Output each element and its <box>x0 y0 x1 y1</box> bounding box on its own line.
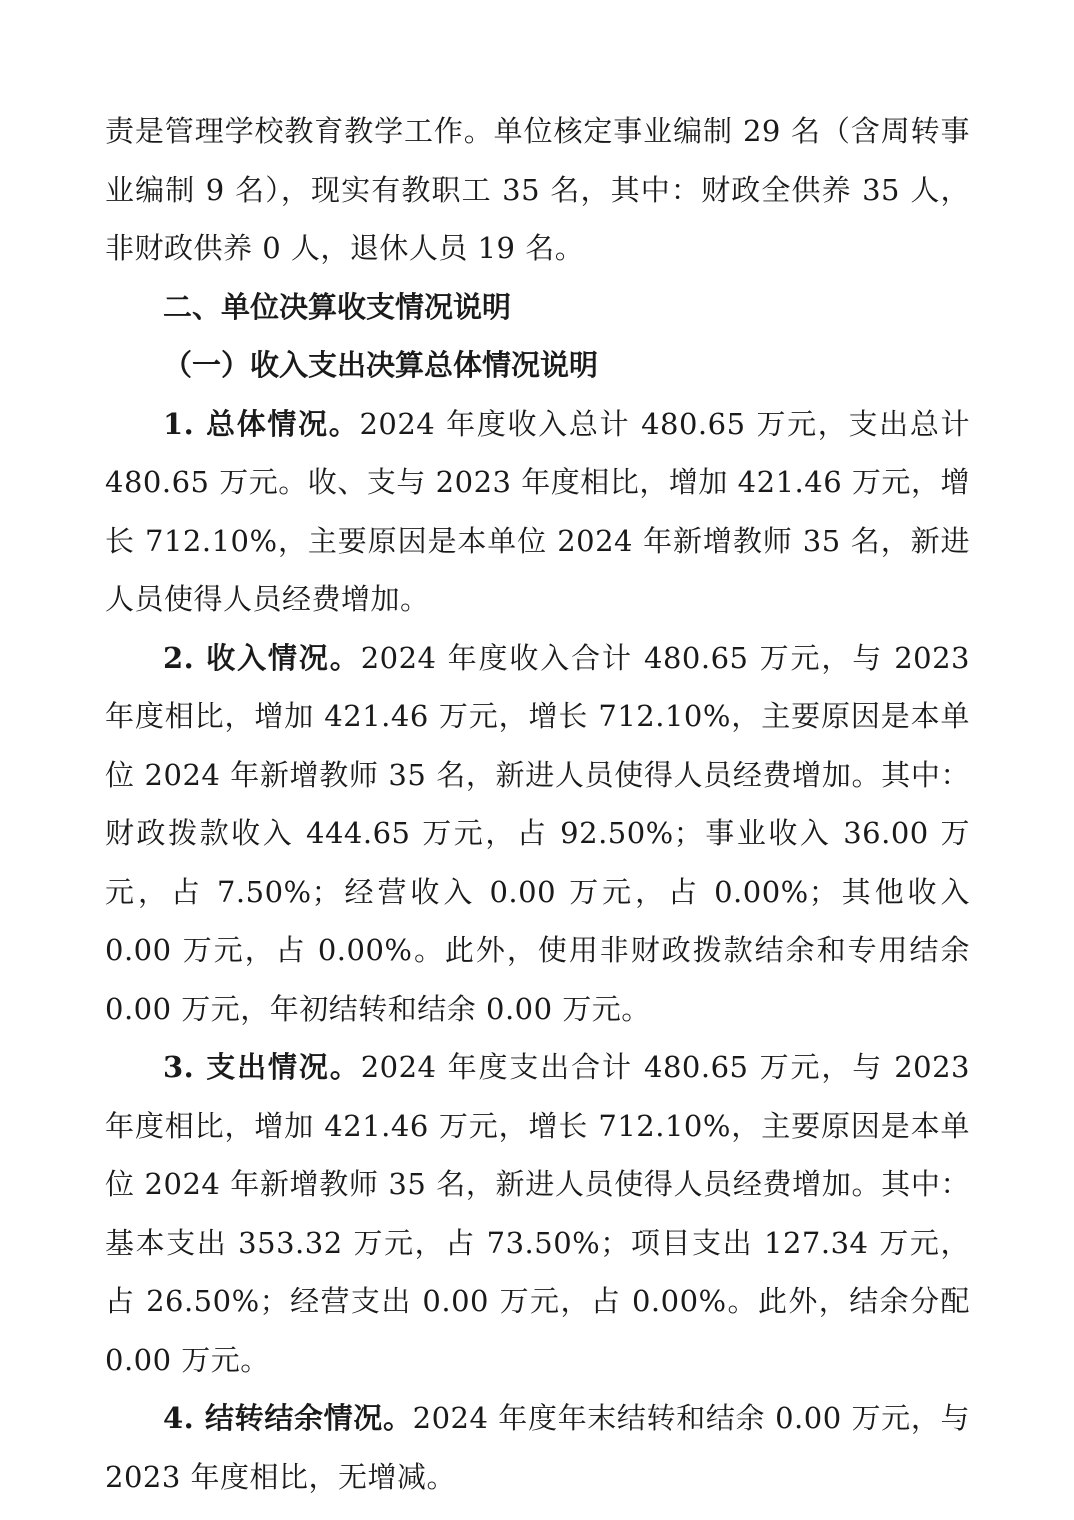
paragraph-income-lead: 2. 收入情况。 <box>163 640 361 675</box>
intro-paragraph: 责是管理学校教育教学工作。单位核定事业编制 29 名（含周转事业编制 9 名），现实有教职工 35 名，其中：财政全供养 35 人，非财政供养 0 人，退休人员 19 名。 <box>105 114 970 265</box>
paragraph-carryover-body: 2024 年度年末结转和结余 0.00 万元，与 2023 年度相比，无增减。 <box>105 1401 970 1494</box>
paragraph-expenditure <box>105 1038 970 1389</box>
section-heading: 二、单位决算收支情况说明 <box>163 289 512 324</box>
section-subheading: （一）收入支出决算总体情况说明 <box>163 348 599 382</box>
paragraph-overall-lead: 1. 总体情况。 <box>163 406 360 441</box>
paragraph-income <box>105 629 970 1039</box>
paragraph-expenditure-body: 2024 年度支出合计 480.65 万元，与 2023 年度相比，增加 421.46 万元，增长 712.10%，主要原因是本单位 2024 年新增教师 35 名，新进人员使得人员经费增加。其中：基本支出 353.32 万元，占 73.50%；项目支出 127.34 万元，占 26.50%；经营支出 0.00 万元，占 0.00%。此外，结余分配 0.00 万元。 <box>105 1050 971 1377</box>
paragraph-overall-body: 2024 年度收入总计 480.65 万元，支出总计 480.65 万元。收、支与 2023 年度相比，增加 421.46 万元，增长 712.10%，主要原因是本单位 2024 年新增教师 35 名，新进人员使得人员经费增加。 <box>105 406 971 616</box>
document-page <box>105 102 970 1506</box>
paragraph-carryover-lead: 4. 结转结余情况。 <box>163 1401 413 1435</box>
paragraph-income-body: 2024 年度收入合计 480.65 万元，与 2023 年度相比，增加 421.46 万元，增长 712.10%，主要原因是本单位 2024 年新增教师 35 名，新进人员使得人员经费增加。其中：财政拨款收入 444.65 万元，占 92.50%；事业收入 36.00 万元，占 7.50%；经营收入 0.00 万元，占 0.00%；其他收入 0.00 万元，占 0.00%。此外，使用非财政拨款结余和专用结余 0.00 万元，年初结转和结余 0.00 万元。 <box>105 640 971 1026</box>
paragraph-overall <box>105 395 970 629</box>
paragraph-carryover <box>105 1389 970 1506</box>
paragraph-expenditure-lead: 3. 支出情况。 <box>163 1050 361 1084</box>
